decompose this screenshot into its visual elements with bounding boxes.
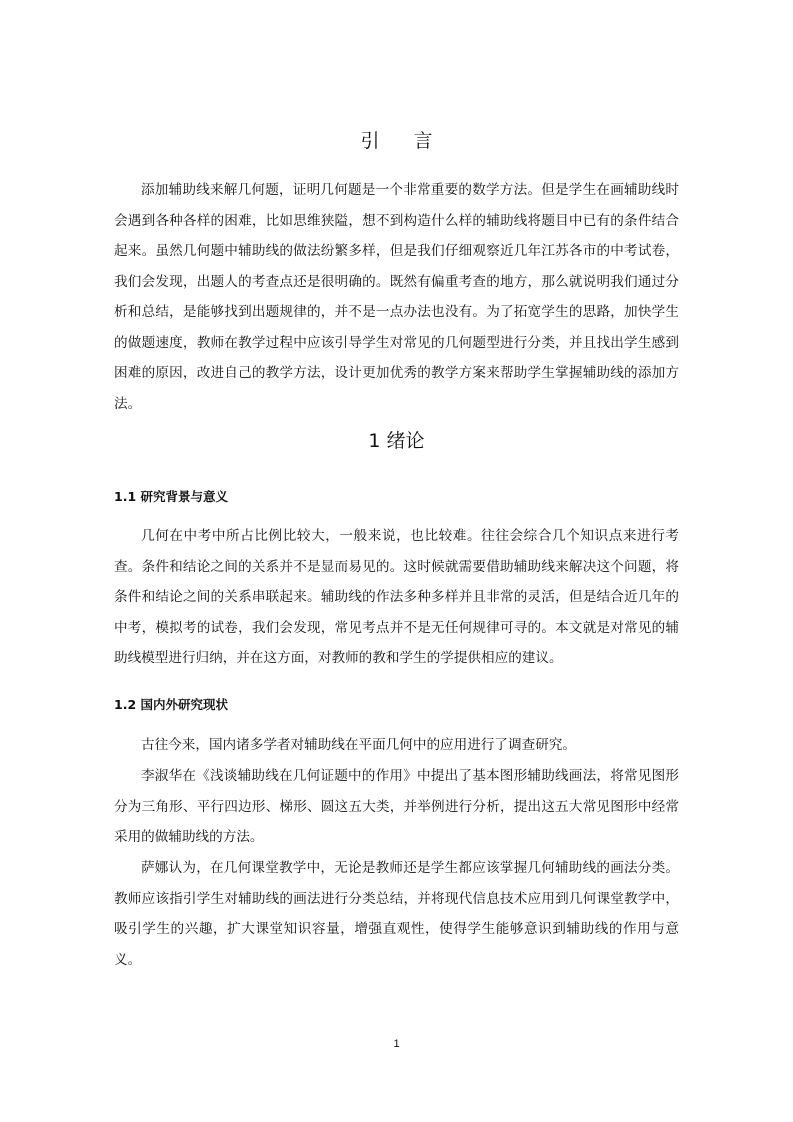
section-1-2-paragraph-3: 萨娜认为，在几何课堂教学中，无论是教师还是学生都应该掌握几何辅助线的画法分类。教师应该指引学生对辅助线的画法进行分类总结，并将现代信息技术应用到几何课堂教学中，吸引学生的兴趣，扩大课堂知识容量，增强直观性，使得学生能够意识到辅助线的作用与意义。: [114, 860, 679, 968]
section-1-2-paragraph-1: 古往今来，国内诸多学者对辅助线在平面几何中的应用进行了调查研究。: [141, 737, 576, 753]
section-1-2-paragraph-2: 李淑华在《浅谈辅助线在几何证题中的作用》中提出了基本图形辅助线画法，将常见图形分为三角形、平行四边形、梯形、圆这五大类，并举例进行分析，提出这五大常见图形中经常采用的做辅助线的方法。: [114, 768, 679, 845]
chapter-title: 1 绪论: [368, 430, 425, 452]
section-heading-1-2: 1.2 国内外研究现状: [114, 697, 228, 712]
intro-paragraph: 添加辅助线来解几何题，证明几何题是一个非常重要的数学方法。但是学生在画辅助线时会遇到各种各样的困难，比如思维狭隘，想不到构造什么样的辅助线将题目中已有的条件结合起来。虽然几何题中辅助线的做法纷繁多样，但是我们仔细观察近几年江苏各市的中考试卷，我们会发现，出题人的考查点还是很明确的。既然有偏重考查的地方，那么就说明我们通过分析和总结，是能够找到出题规律的，并不是一点办法也没有。为了拓宽学生的思路，加快学生的做题速度，教师在教学过程中应该引导学生对常见的几何题型进行分类，并且找出学生感到困难的原因，改进自己的教学方法，设计更加优秀的教学方案来帮助学生掌握辅助线的添加方法。: [114, 182, 679, 412]
section-heading-1-1: 1.1 研究背景与意义: [114, 489, 228, 504]
page-number: 1: [393, 1038, 400, 1050]
intro-title: [0, 126, 793, 153]
intro-title-char: 言: [413, 130, 433, 152]
section-1-1-paragraph: 几何在中考中所占比例比较大，一般来说，也比较难。往往会综合几个知识点来进行考查。条件和结论之间的关系并不是显而易见的。这时候就需要借助辅助线来解决这个问题，将条件和结论之间的关系串联起来。辅助线的作法多种多样并且非常的灵活，但是结合近几年的中考，模拟考的试卷，我们会发现，常见考点并不是无任何规律可寻的。本文就是对常见的辅助线模型进行归纳，并在这方面，对教师的教和学生的学提供相应的建议。: [114, 528, 679, 666]
intro-title-char: 引: [360, 130, 380, 152]
